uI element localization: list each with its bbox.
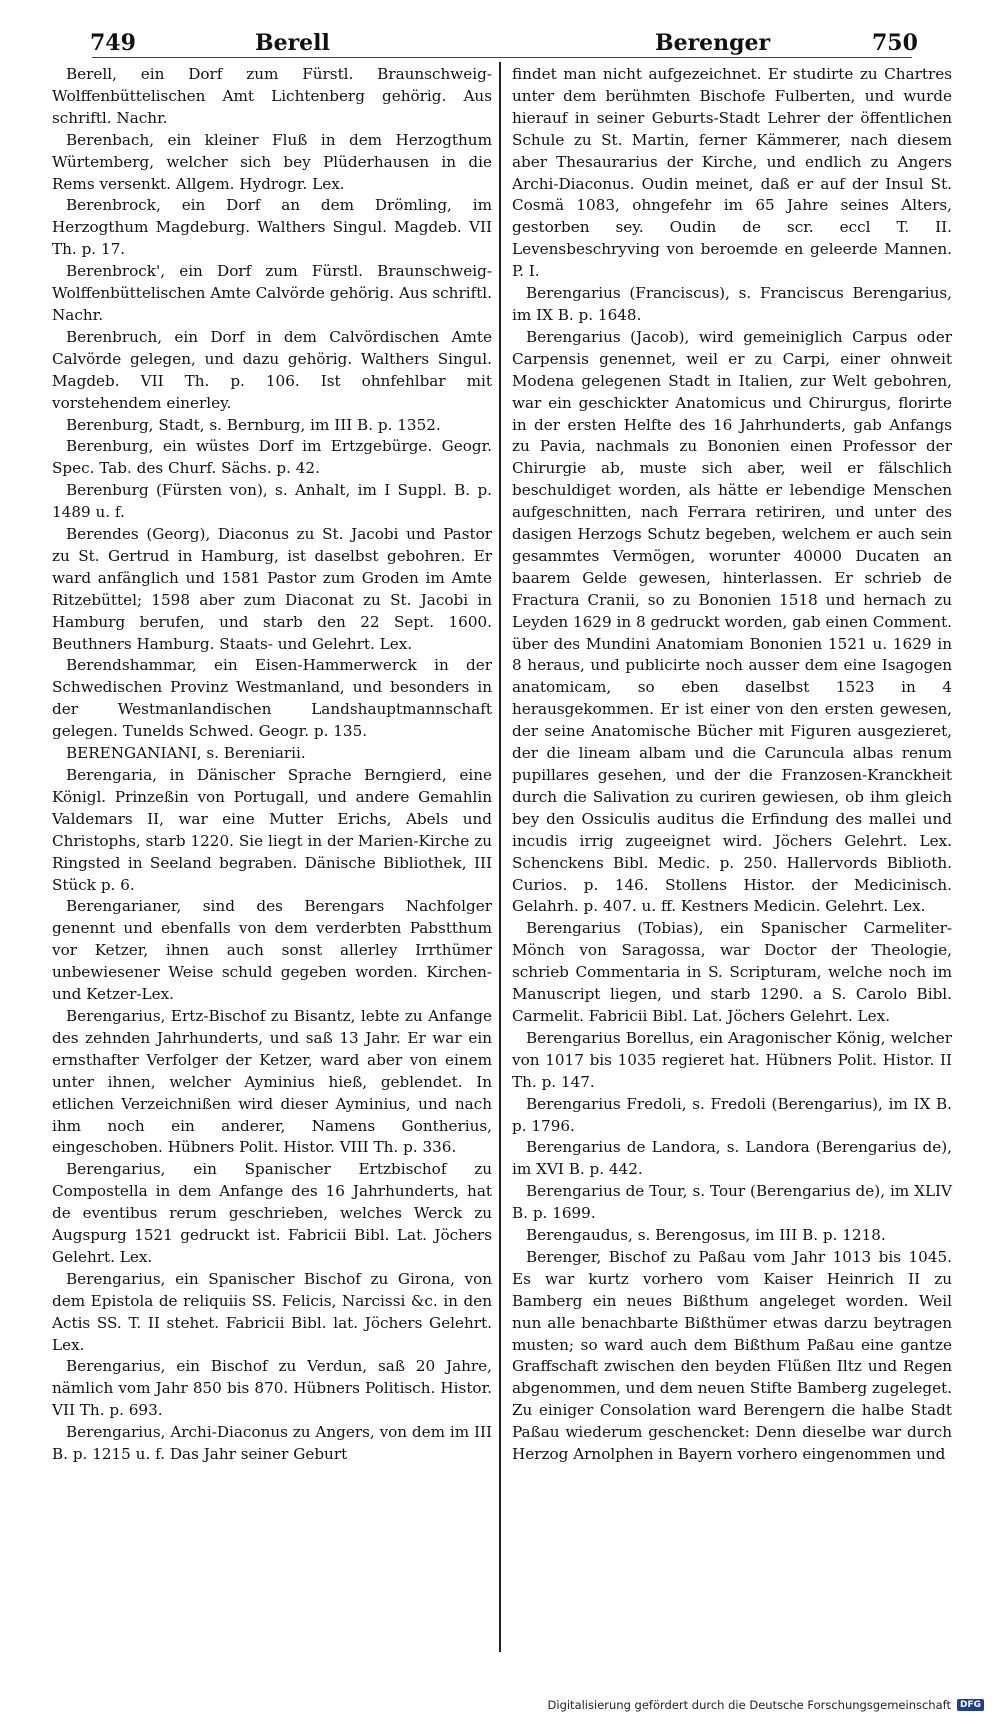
- entry-paragraph: Berengarius (Franciscus), s. Franciscus Berengarius, im IX B. p. 1648.: [512, 284, 952, 324]
- entry-paragraph: Berenburg, ein wüstes Dorf im Ertzgebürge. Geogr. Spec. Tab. des Churf. Sächs. p. 42.: [52, 437, 492, 478]
- entry-paragraph: Berengarius, ein Bischof zu Verdun, saß 20 Jahre, nämlich vom Jahr 850 bis 870. Hübners Politisch. Histor. VII Th. p. 693.: [52, 1357, 492, 1420]
- entry-paragraph: Berengarius Borellus, ein Aragonischer König, welcher von 1017 bis 1035 regieret hat. Hübners Polit. Histor. II Th. p. 147.: [512, 1028, 952, 1091]
- running-head-right: Berenger: [655, 30, 771, 56]
- entry-paragraph: Berenger, Bischof zu Paßau vom Jahr 1013 bis 1045. Es war kurtz vorhero vom Kaiser Heinrich II zu Bamberg ein neues Bißthum angeleget worden. Weil nun alle benachbarte Bißthümer etwas darzu beytragen musten; so ward auch dem Bißthum Paßau eine gantze Graffschaft zwischen den beyden Flüßen Iltz und Regen abgenommen, und dem neuen Stifte Bamberg zugeleget. Zu einiger Consolation ward Berengern die halbe Stadt Paßau wiederum geschencket: Denn dieselbe war durch Herzog Arnolphen in Bayern vorhero eingenommen und: [512, 1247, 952, 1464]
- entry-paragraph: Berengarius de Landora, s. Landora (Berengarius de), im XVI B. p. 442.: [512, 1138, 952, 1179]
- entry-paragraph: Berengarius (Tobias), ein Spanischer Carmeliter-Mönch von Saragossa, war Doctor der Theologie, schrieb Commentaria in S. Scripturam, welche noch im Manuscript liegen, und starb 1290. a S. Carolo Bibl. Carmelit. Fabricii Bibl. Lat. Jöchers Gelehrt. Lex.: [512, 919, 952, 1025]
- entry-paragraph: Berenbrock, ein Dorf an dem Drömling, im Herzogthum Magdeburg. Walthers Singul. Magdeb. VII Th. p. 17.: [52, 196, 492, 259]
- entry-paragraph: findet man nicht aufgezeichnet. Er studirte zu Chartres unter dem berühmten Bischofe Fulberten, und wurde hierauf in seiner Geburts-Stadt Lehrer der öffentlichen Schule zu St. Martin, ferner Kämmerer, nach diesem aber Thesaurarius der Kirche, und endlich zu Angers Archi-Diaconus. Oudin meinet, daß er auf der Insul St. Cosmä 1083, ohngefehr im 65 Jahre seines Alters, gestorben sey. Oudin de scr. eccl T. II. Levensbeschryving von beroemde en geleerde Mannen. P. I.: [512, 65, 952, 281]
- entry-paragraph: Berengarius Fredoli, s. Fredoli (Berengarius), im IX B. p. 1796.: [512, 1094, 952, 1135]
- entry-paragraph: Berengarius, Archi-Diaconus zu Angers, von dem im III B. p. 1215 u. f. Das Jahr seiner Geburt: [52, 1423, 492, 1464]
- entry-paragraph: Berenburg (Fürsten von), s. Anhalt, im I Suppl. B. p. 1489 u. f.: [52, 481, 492, 522]
- entry-paragraph: BERENGANIANI, s. Bereniarii.: [66, 744, 306, 763]
- header-rule: [92, 57, 912, 58]
- footer-credit: Digitalisierung gefördert durch die Deutsche Forschungsgemeinschaft: [547, 1698, 951, 1712]
- entry-paragraph: Berenburg, Stadt, s. Bernburg, im III B. p. 1352.: [66, 415, 441, 434]
- entry-paragraph: Berenbach, ein kleiner Fluß in dem Herzogthum Würtemberg, welcher sich bey Plüderhausen in die Rems versenkt. Allgem. Hydrogr. Lex.: [52, 130, 492, 193]
- entry-paragraph: Berengaria, in Dänischer Sprache Berngierd, eine Königl. Prinzeßin von Portugall, und andere Gemahlin Valdemars II, war eine Mutter Erichs, Abels und Christophs, starb 1220. Sie liegt in der Marien-Kirche zu Ringsted in Seeland begraben. Dänische Bibliothek, III Stück p. 6.: [52, 766, 492, 894]
- entry-paragraph: Berengarius, ein Spanischer Bischof zu Girona, von dem Epistola de reliquiis SS. Felicis, Narcissi &c. in den Actis SS. T. II stehet. Fabricii Bibl. lat. Jöchers Gelehrt. Lex.: [52, 1269, 492, 1354]
- entry-paragraph: Berell, ein Dorf zum Fürstl. Braunschweig-Wolffenbüttelischen Amt Lichtenberg gehörig. Aus schriftl. Nachr.: [52, 65, 492, 127]
- dfg-logo: DFG: [957, 1699, 984, 1711]
- entry-paragraph: Berengarius (Jacob), wird gemeiniglich Carpus oder Carpensis genennet, weil er zu Carpi, einer ohnweit Modena gelegenen Stadt in Italien, zur Welt gebohren, war ein geschickter Anatomicus und Chirurgus, florirte in der ersten Helfte des 16 Jahrhunderts, gab Anfangs zu Pavia, nachmals zu Bononien einen Professor der Chirurgie ab, muste sich aber, weil er fälschlich beschuldiget worden, als hätte er lebendige Menschen aufgeschnitten, nach Ferrara retiriren, und unter des dasigen Herzogs Schutz begeben, welchem er auch sein gesammtes Vermögen, worunter 40000 Ducaten an baarem Gelde gewesen, hinterlassen. Er schrieb de Fractura Cranii, so zu Bononien 1518 und hernach zu Leyden 1629 in 8 gedruckt worden, gab einen Comment. über des Mundini Anatomiam Bononien 1521 u. 1629 in 8 heraus, und publicirte noch ausser dem eine Isagogen anatomicam, so eben daselbst 1523 in 4 herausgekommen. Er ist einer von den ersten gewesen, der seine Anatomische Bücher mit Figuren ausgezieret, der die lineam albam und die Caruncula albas renum pupillares gesehen, und der die Franzosen-Kranckheit durch die Salivation zu curiren gewiesen, ob ihm gleich bey den Ossiculis auditus die Erfindung des mallei und incudis irrig zugeeignet wird. Jöchers Gelehrt. Lex. Schenckens Bibl. Medic. p. 250. Hallervords Biblioth. Curios. p. 146. Stollens Histor. der Medicinisch. Gelahrh. p. 407. u. ff. Kestners Medicin. Gelehrt. Lex.: [512, 327, 952, 916]
- entry-paragraph: Berenbruch, ein Dorf in dem Calvördischen Amte Calvörde gelegen, und dazu gehörig. Walthers Singul. Magdeb. VII Th. p. 106. Ist ohnfehlbar mit vorstehendem einerley.: [52, 327, 492, 412]
- entry-paragraph: Berengarius de Tour, s. Tour (Berengarius de), im XLIV B. p. 1699.: [512, 1182, 952, 1223]
- entry-paragraph: Berengarius, ein Spanischer Ertzbischof zu Compostella in dem Anfange des 16 Jahrhunderts, hat de eventibus rerum geschrieben, welches Werck zu Augspurg 1521 gedruckt ist. Fabricii Bibl. Lat. Jöchers Gelehrt. Lex.: [52, 1160, 492, 1266]
- running-head-left: Berell: [255, 30, 330, 56]
- entry-paragraph: Berengaudus, s. Berengosus, im III B. p. 1218.: [526, 1226, 886, 1245]
- entry-paragraph: Berendshammar, ein Eisen-Hammerwerck in der Schwedischen Provinz Westmanland, und besonders in der Westmanlandischen Landshauptmannschaft gelegen. Tunelds Schwed. Geogr. p. 135.: [52, 656, 492, 741]
- entry-paragraph: Berengarius, Ertz-Bischof zu Bisantz, lebte zu Anfange des zehnden Jahrhunderts, und saß 13 Jahr. Er war ein ernsthafter Verfolger der Ketzer, ward aber von einem unter ihnen, welcher Ayminius hieß, geblendet. In etlichen Verzeichnißen wird dieser Ayminius, und nach ihm noch ein anderer, Namens Gontherius, eingeschoben. Hübners Polit. Histor. VIII Th. p. 336.: [52, 1006, 492, 1157]
- entry-paragraph: Berenbrock', ein Dorf zum Fürstl. Braunschweig-Wolffenbüttelischen Amte Calvörde gehörig. Aus schriftl. Nachr.: [52, 262, 492, 324]
- column-divider: [499, 62, 501, 1652]
- entry-paragraph: Berengarianer, sind des Berengars Nachfolger genennt und ebenfalls von dem verderbten Pabstthum vor Ketzer, ihnen auch sonst allerley Irrthümer unbewiesener Weise schuld gegeben worden. Kirchen- und Ketzer-Lex.: [52, 897, 492, 1004]
- page-number-left: 749: [90, 30, 136, 56]
- page-number-right: 750: [872, 30, 918, 56]
- right-column: [512, 64, 952, 1466]
- left-column: [52, 64, 492, 1466]
- entry-paragraph: Berendes (Georg), Diaconus zu St. Jacobi und Pastor zu St. Gertrud in Hamburg, ist daselbst gebohren. Er ward anfänglich und 1581 Pastor zum Groden im Amte Ritzebüttel; 1598 aber zum Diaconat zu St. Jacobi in Hamburg berufen, und starb den 22 Sept. 1600. Beuthners Hamburg. Staats- und Gelehrt. Lex.: [52, 525, 492, 653]
- page-footer: [548, 1698, 984, 1712]
